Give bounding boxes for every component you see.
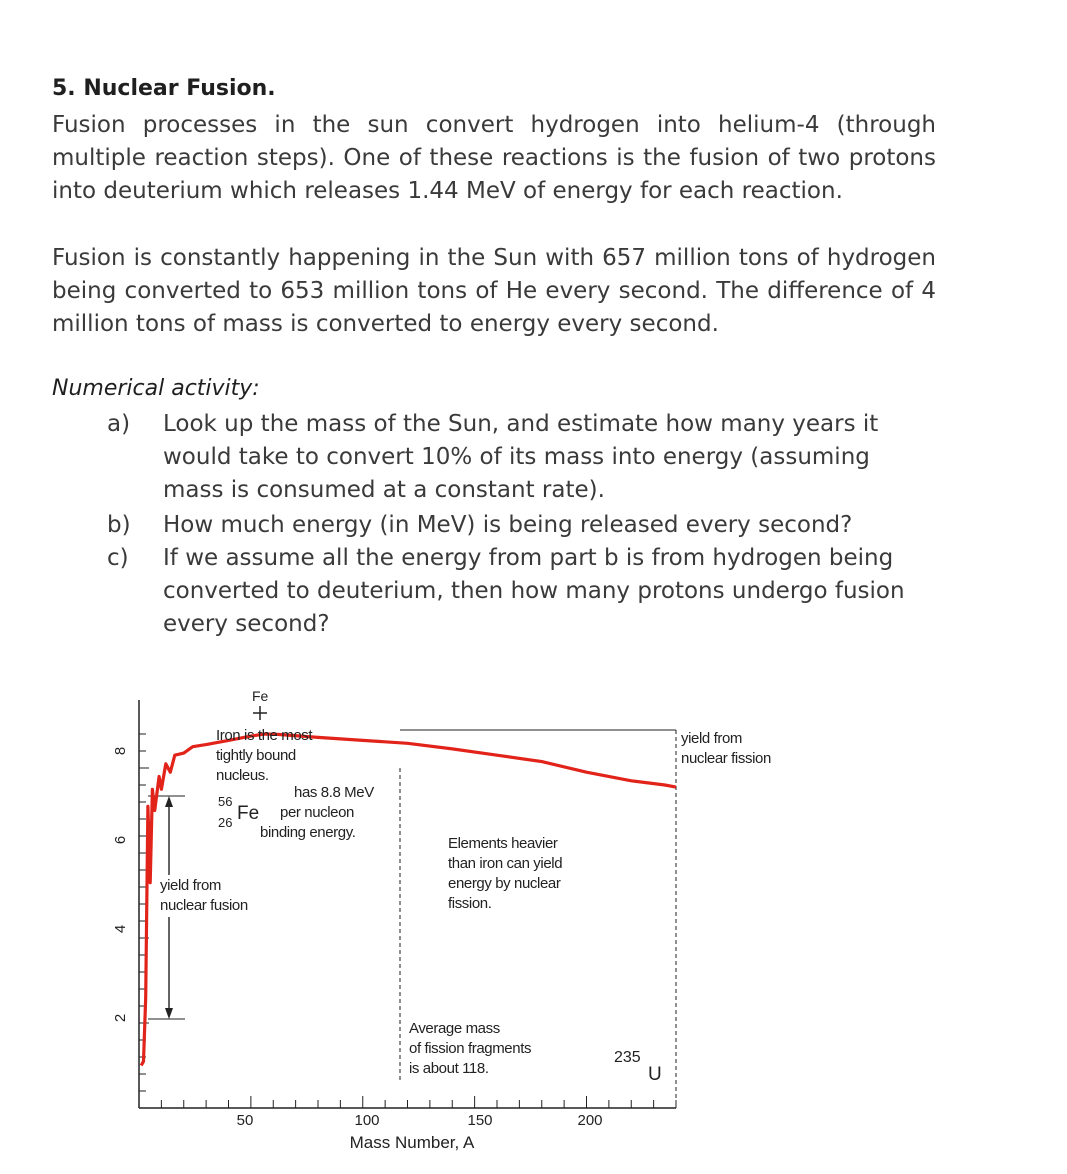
- binding-energy-chart: [0, 680, 1067, 1174]
- x-tick-label: 200: [577, 1112, 603, 1129]
- y-tick-label: 2: [112, 1013, 129, 1023]
- uranium-symbol: U: [648, 1064, 662, 1085]
- question-text: If we assume all the energy from part b is from hydrogen being converted to deuterium, then how many protons undergo fusion every second?: [163, 545, 905, 637]
- uranium-mass-number: 235: [614, 1049, 641, 1066]
- y-tick-label: 6: [112, 835, 129, 845]
- fe-symbol: Fe: [237, 803, 260, 824]
- activity-title: Numerical activity:: [52, 376, 260, 401]
- y-tick-label: 8: [112, 746, 129, 756]
- heavier-elements-line: energy by nuclear: [448, 875, 561, 892]
- fe-binding-annotation: [260, 784, 378, 841]
- fusion-yield-line: nuclear fusion: [160, 897, 248, 914]
- x-tick-label: 100: [354, 1112, 380, 1129]
- heavier-elements-line: than iron can yield: [448, 855, 563, 872]
- x-tick-label: 150: [467, 1112, 493, 1129]
- fission-yield-annotation: [681, 730, 771, 767]
- paragraph-mass-conversion: Fusion is constantly happening in the Sun with 657 million tons of hydrogen being converted to 653 million tons of He every second. The difference of 4 million tons of mass is converted to energy every second.: [52, 245, 936, 337]
- question-text: How much energy (in MeV) is being released every second?: [163, 512, 853, 538]
- x-tick-label: 50: [236, 1112, 254, 1129]
- fission-fragments-annotation: [409, 1020, 535, 1077]
- fission-fragments-line: is about 118.: [409, 1060, 489, 1077]
- iron-annotation-line: Iron is the most: [216, 727, 313, 744]
- fe-binding-line: has 8.8 MeV: [294, 784, 374, 801]
- section-heading: 5. Nuclear Fusion.: [52, 76, 276, 101]
- fe-binding-line: per nucleon: [280, 804, 354, 821]
- question-label: c): [107, 545, 129, 571]
- fusion-yield-arrowhead-up: [165, 796, 173, 807]
- fusion-yield-arrowhead-down: [165, 1008, 173, 1019]
- fission-fragments-line: of fission fragments: [409, 1040, 532, 1057]
- x-ticks: [161, 1096, 676, 1108]
- fe-binding-line: binding energy.: [260, 824, 356, 841]
- question-label: b): [107, 512, 131, 538]
- fission-yield-line: nuclear fission: [681, 750, 771, 767]
- x-axis-label: Mass Number, A: [349, 1133, 475, 1152]
- iron-annotation: [216, 727, 316, 784]
- fission-fragments-line: Average mass: [409, 1020, 500, 1037]
- heavier-elements-annotation: [448, 835, 566, 912]
- paragraph-fusion-intro: Fusion processes in the sun convert hydrogen into helium-4 (through multiple reaction steps). One of these reactions is the fusion of two protons into deuterium which releases 1.44 MeV of energy for each reaction.: [52, 112, 936, 204]
- heavier-elements-line: fission.: [448, 895, 492, 912]
- fe-mass-number: 56: [218, 794, 233, 809]
- question-text: Look up the mass of the Sun, and estimate how many years it would take to convert 10% of its mass into energy (assuming mass is consumed at a constant rate).: [163, 411, 879, 503]
- heavier-elements-line: Elements heavier: [448, 835, 558, 852]
- question-label: a): [107, 411, 131, 437]
- y-tick-label: 4: [112, 924, 129, 934]
- fission-yield-line: yield from: [681, 730, 743, 747]
- fusion-yield-annotation: [160, 877, 248, 914]
- fe-atomic-number: 26: [218, 815, 233, 830]
- fusion-yield-line: yield from: [160, 877, 222, 894]
- fe-marker-label: Fe: [252, 688, 269, 704]
- iron-annotation-line: tightly bound: [216, 747, 296, 764]
- iron-annotation-line: nucleus.: [216, 767, 269, 784]
